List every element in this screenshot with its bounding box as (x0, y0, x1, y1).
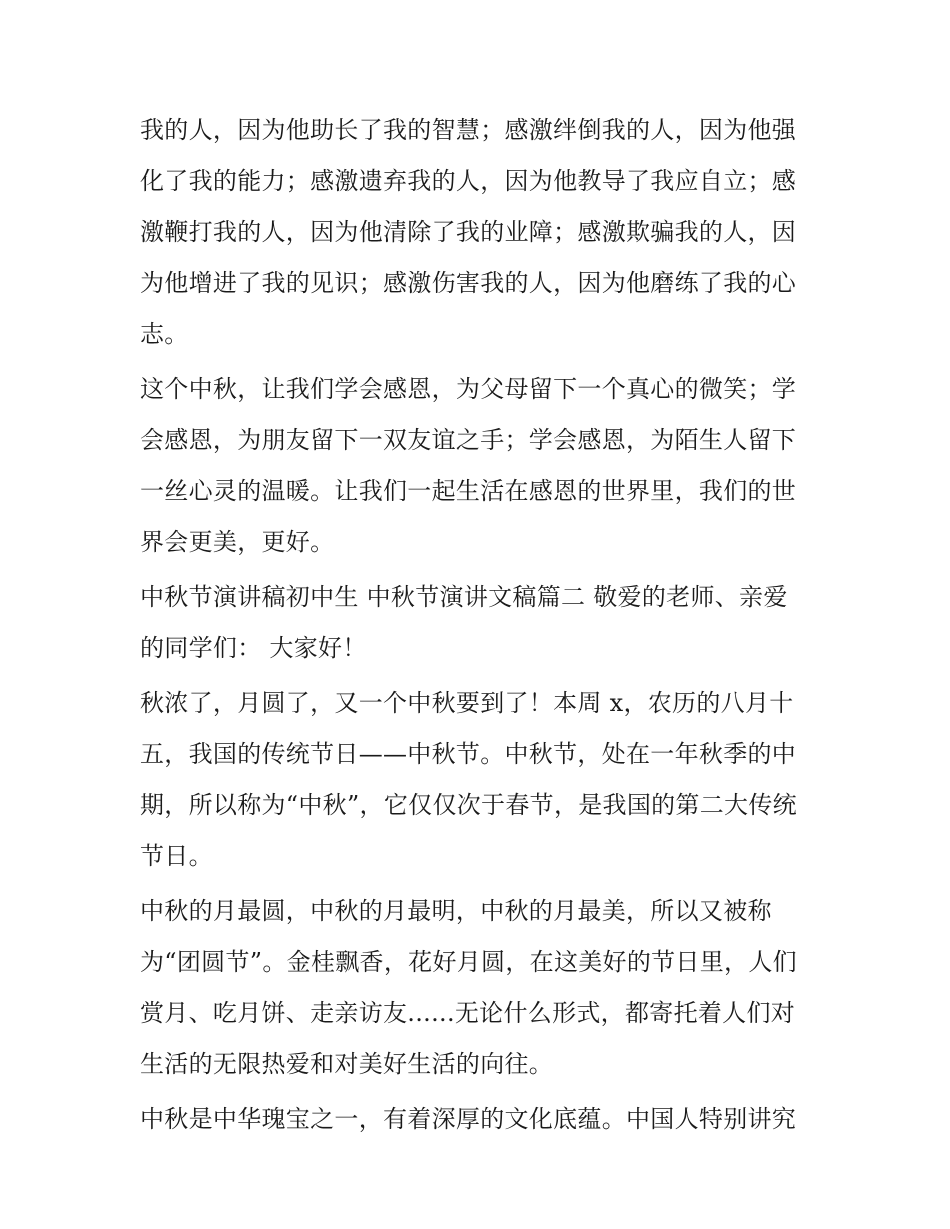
text-line: 界会更美，更好。 (140, 528, 335, 556)
paragraph-cultural-heritage (140, 1094, 812, 1145)
document-body (140, 105, 812, 1149)
paragraph-reunion-festival (140, 886, 812, 1090)
text-line: 这个中秋，让我们学会感恩，为父母留下一个真心的微笑；学 (140, 375, 797, 403)
text-line: 激鞭打我的人，因为他清除了我的业障；感激欺骗我的人，因 (140, 218, 797, 246)
text-line: 中秋的月最圆，中秋的月最明，中秋的月最美，所以又被称 (140, 897, 772, 925)
text-line: 赏月、吃月饼、走亲访友......无论什么形式，都寄托着人们对 (140, 999, 796, 1027)
paragraph-mid-autumn-intro (140, 678, 812, 882)
paragraph-gratitude-list (140, 105, 812, 360)
text-line: 的同学们： 大家好！ (140, 634, 367, 662)
text-line: 会感恩，为朋友留下一双友谊之手；学会感恩，为陌生人留下 (140, 426, 797, 454)
text-line: 秋浓了，月圆了，又一个中秋要到了！本周 x，农历的八月十 (140, 689, 794, 717)
paragraph-speech-heading (140, 572, 812, 674)
text-line: 为“团圆节”。金桂飘香，花好月圆，在这美好的节日里，人们 (140, 948, 797, 976)
text-line: 节日。 (140, 842, 213, 870)
text-line: 一丝心灵的温暖。让我们一起生活在感恩的世界里，我们的世 (140, 477, 797, 505)
paragraph-learn-gratitude (140, 364, 812, 568)
text-line: 中秋节演讲稿初中生 中秋节演讲文稿篇二 敬爱的老师、亲爱 (140, 583, 788, 611)
text-line: 志。 (140, 320, 189, 348)
text-line: 生活的无限热爱和对美好生活的向往。 (140, 1050, 554, 1078)
text-line: 我的人，因为他助长了我的智慧；感激绊倒我的人，因为他强 (140, 116, 797, 144)
text-line: 期，所以称为“中秋”，它仅仅次于春节，是我国的第二大传统 (140, 791, 797, 819)
text-line: 为他增进了我的见识；感激伤害我的人，因为他磨练了我的心 (140, 269, 797, 297)
text-line: 中秋是中华瑰宝之一，有着深厚的文化底蕴。中国人特别讲究 (140, 1105, 797, 1133)
text-line: 化了我的能力；感激遗弃我的人，因为他教导了我应自立；感 (140, 167, 797, 195)
text-line: 五，我国的传统节日——中秋节。中秋节，处在一年秋季的中 (140, 740, 797, 768)
